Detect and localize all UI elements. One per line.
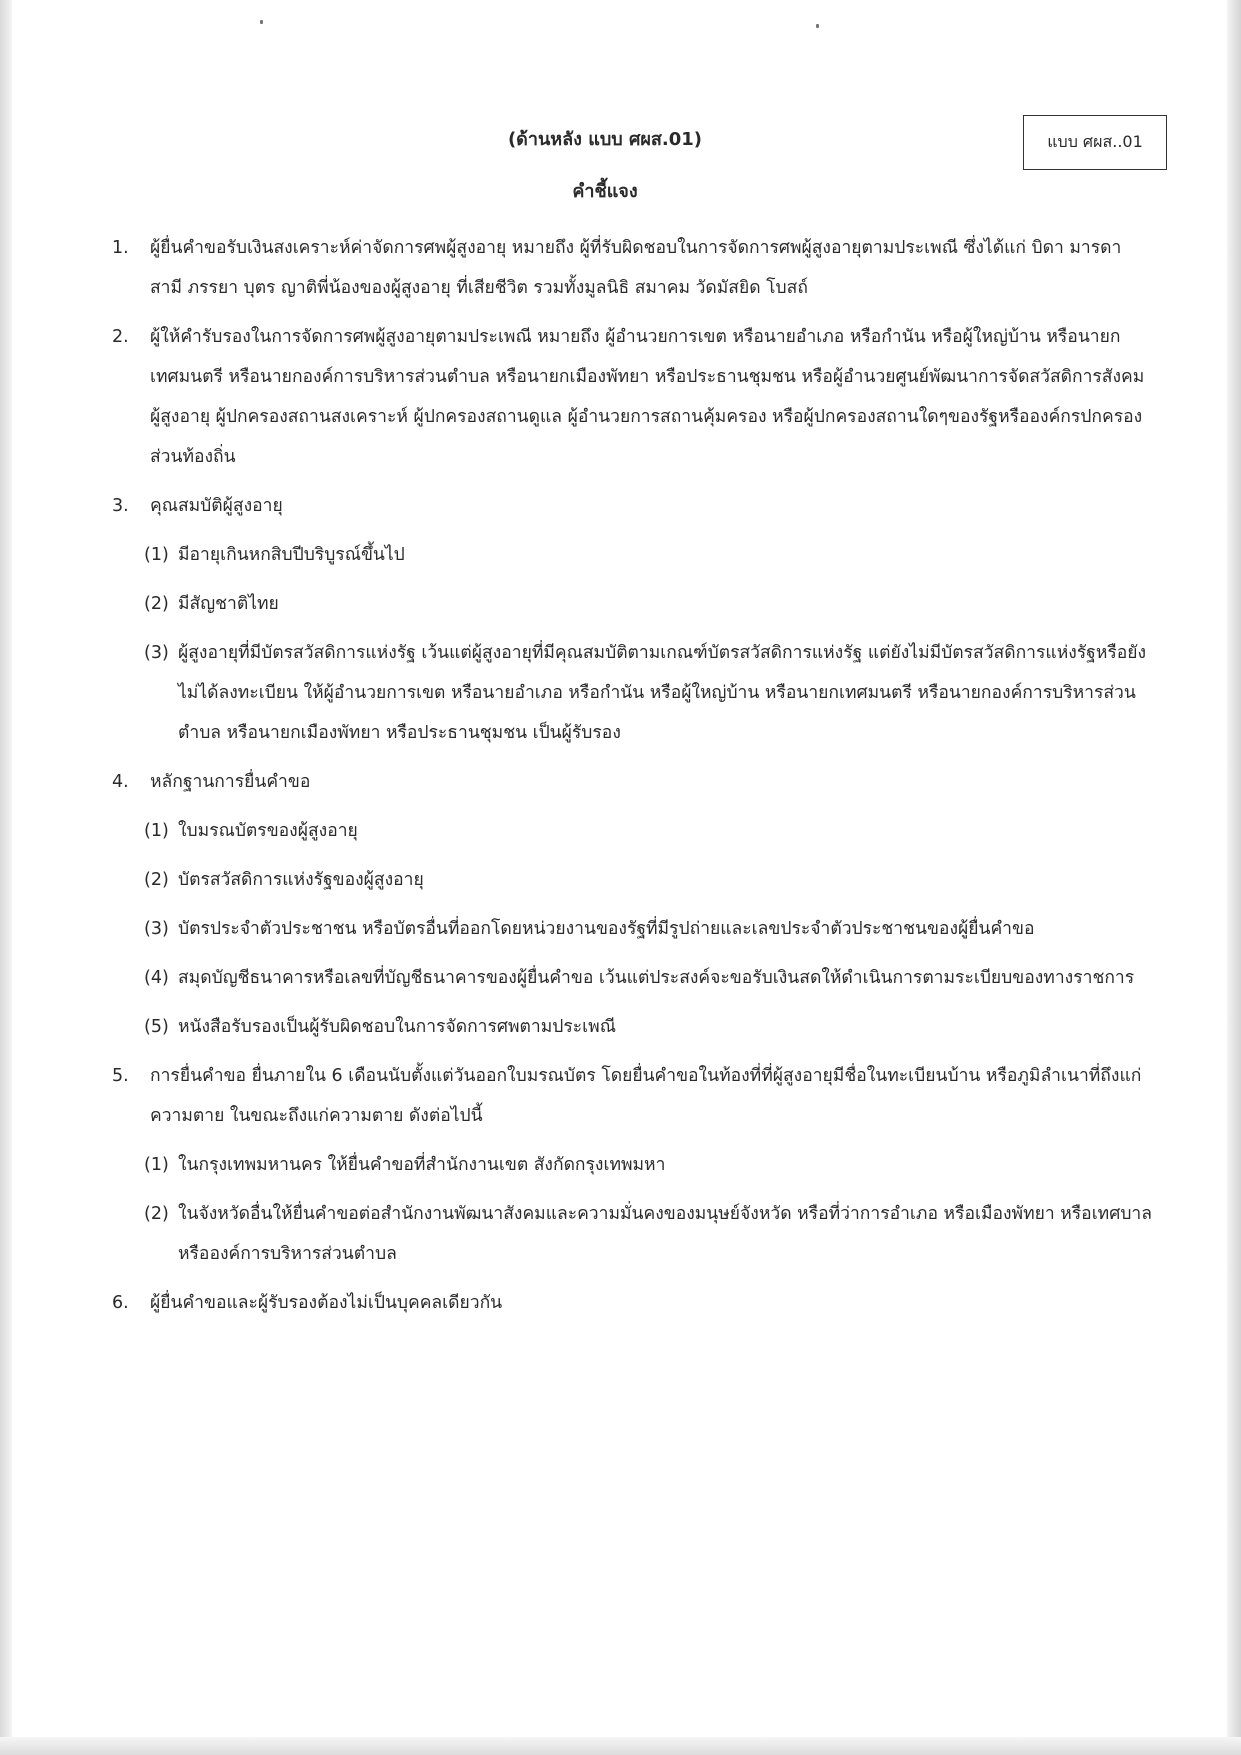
sub-item-text: หนังสือรับรองเป็นผู้รับผิดชอบในการจัดการศพตามประเพณี: [178, 1017, 616, 1037]
sub-item-text: สมุดบัญชีธนาคารหรือเลขที่บัญชีธนาคารของผู้ยื่นคำขอ เว้นแต่ประสงค์จะขอรับเงินสดให้ดำเนินการตามระเบียบของทางราชการ: [178, 968, 1135, 988]
instruction-item-5: [112, 1056, 1152, 1136]
item-number: 4.: [112, 772, 129, 792]
sub-item-number: (4): [144, 968, 169, 988]
sub-item-number: (2): [144, 870, 169, 890]
sub-item: [112, 1007, 1152, 1047]
sub-item-number: (3): [144, 919, 169, 939]
sub-item: [112, 811, 1152, 851]
instruction-item-4: [112, 762, 1152, 802]
scan-speck: [260, 20, 263, 24]
sub-item-number: (1): [144, 545, 169, 565]
sub-item: [112, 1194, 1152, 1274]
sub-item-number: (2): [144, 1204, 169, 1224]
sub-item: [112, 535, 1152, 575]
item-number: 6.: [112, 1293, 129, 1313]
document-title: คำชี้แจง: [572, 181, 638, 202]
sub-item-text: บัตรสวัสดิการแห่งรัฐของผู้สูงอายุ: [178, 870, 424, 890]
sub-item: [112, 633, 1152, 753]
item-number: 3.: [112, 496, 129, 516]
sub-item-number: (1): [144, 821, 169, 841]
sub-item: [112, 958, 1152, 998]
sub-item-text: ในกรุงเทพมหานคร ให้ยื่นคำขอที่สำนักงานเขต สังกัดกรุงเทพมหา: [178, 1155, 666, 1175]
sub-item: [112, 860, 1152, 900]
sub-item: [112, 1145, 1152, 1185]
document-header: (ด้านหลัง แบบ ศผส.01): [507, 129, 703, 150]
scan-edge-right: [1227, 0, 1241, 1755]
instruction-item-3: [112, 486, 1152, 526]
sub-item-number: (2): [144, 594, 169, 614]
item-text: ผู้ให้คำรับรองในการจัดการศพผู้สูงอายุตามประเพณี หมายถึง ผู้อำนวยการเขต หรือนายอำเภอ หรือกำนัน หรือผู้ใหญ่บ้าน หรือนายกเทศมนตรี หรือนายกองค์การบริหารส่วนตำบล หรือนายกเมืองพัทยา หรือประธานชุมชน หรือผู้อำนวยศูนย์พัฒนาการจัดสวัสดิการสังคมผู้สูงอายุ ผู้ปกครองสถานสงเคราะห์ ผู้ปกครองสถานดูแล ผู้อำนวยการสถานคุ้มครอง หรือผู้ปกครองสถานใดๆของรัฐหรือองค์กรปกครองส่วนท้องถิ่น: [150, 327, 1145, 467]
scan-speck: [816, 24, 819, 28]
sub-item-text: บัตรประจำตัวประชาชน หรือบัตรอื่นที่ออกโดยหน่วยงานของรัฐที่มีรูปถ่ายและเลขประจำตัวประชาชนของผู้ยื่นคำขอ: [178, 919, 1035, 939]
sub-item-text: มีสัญชาติไทย: [178, 594, 279, 614]
sub-item: [112, 584, 1152, 624]
instruction-item-1: [112, 228, 1152, 308]
scan-edge-left: [0, 0, 12, 1755]
sub-item: [112, 909, 1152, 949]
instructions-list: [112, 228, 1152, 1332]
item-number: 1.: [112, 238, 129, 258]
sub-item-number: (1): [144, 1155, 169, 1175]
item-text: ผู้ยื่นคำขอและผู้รับรองต้องไม่เป็นบุคคลเดียวกัน: [150, 1293, 503, 1313]
sub-item-text: ใบมรณบัตรของผู้สูงอายุ: [178, 821, 358, 841]
item-text: คุณสมบัติผู้สูงอายุ: [150, 496, 283, 516]
form-code-label: แบบ ศผส..01: [1047, 132, 1143, 151]
sub-item-text: ในจังหวัดอื่นให้ยื่นคำขอต่อสำนักงานพัฒนาสังคมและความมั่นคงของมนุษย์จังหวัด หรือที่ว่าการอำเภอ หรือเมืองพัทยา หรือเทศบาล หรือองค์การบริหารส่วนตำบล: [178, 1204, 1152, 1264]
item-number: 2.: [112, 327, 129, 347]
item-text: หลักฐานการยื่นคำขอ: [150, 772, 311, 792]
instruction-item-2: [112, 317, 1152, 477]
sub-item-text: ผู้สูงอายุที่มีบัตรสวัสดิการแห่งรัฐ เว้นแต่ผู้สูงอายุที่มีคุณสมบัติตามเกณฑ์บัตรสวัสดิการแห่งรัฐ แต่ยังไม่มีบัตรสวัสดิการแห่งรัฐหรือยังไม่ได้ลงทะเบียน ให้ผู้อำนวยการเขต หรือนายอำเภอ หรือกำนัน หรือผู้ใหญ่บ้าน หรือนายกเทศมนตรี หรือนายกองค์การบริหารส่วนตำบล หรือนายกเมืองพัทยา หรือประธานชุมชน เป็นผู้รับรอง: [178, 643, 1147, 743]
item-number: 5.: [112, 1066, 129, 1086]
sub-item-number: (5): [144, 1017, 169, 1037]
instruction-item-6: [112, 1283, 1152, 1323]
sub-item-number: (3): [144, 643, 169, 663]
form-code-box: [1023, 115, 1167, 170]
item-text: การยื่นคำขอ ยื่นภายใน 6 เดือนนับตั้งแต่วันออกใบมรณบัตร โดยยื่นคำขอในท้องที่ที่ผู้สูงอายุมีชื่อในทะเบียนบ้าน หรือภูมิลำเนาที่ถึงแก่ความตาย ในขณะถึงแก่ความตาย ดังต่อไปนี้: [150, 1066, 1142, 1126]
sub-item-text: มีอายุเกินหกสิบปีบริบูรณ์ขึ้นไป: [178, 545, 405, 565]
scan-edge-bottom: [0, 1737, 1241, 1755]
item-text: ผู้ยื่นคำขอรับเงินสงเคราะห์ค่าจัดการศพผู้สูงอายุ หมายถึง ผู้ที่รับผิดชอบในการจัดการศพผู้สูงอายุตามประเพณี ซึ่งได้แก่ บิดา มารดา สามี ภรรยา บุตร ญาติพี่น้องของผู้สูงอายุ ที่เสียชีวิต รวมทั้งมูลนิธิ สมาคม วัดมัสยิด โบสถ์: [150, 238, 1122, 298]
